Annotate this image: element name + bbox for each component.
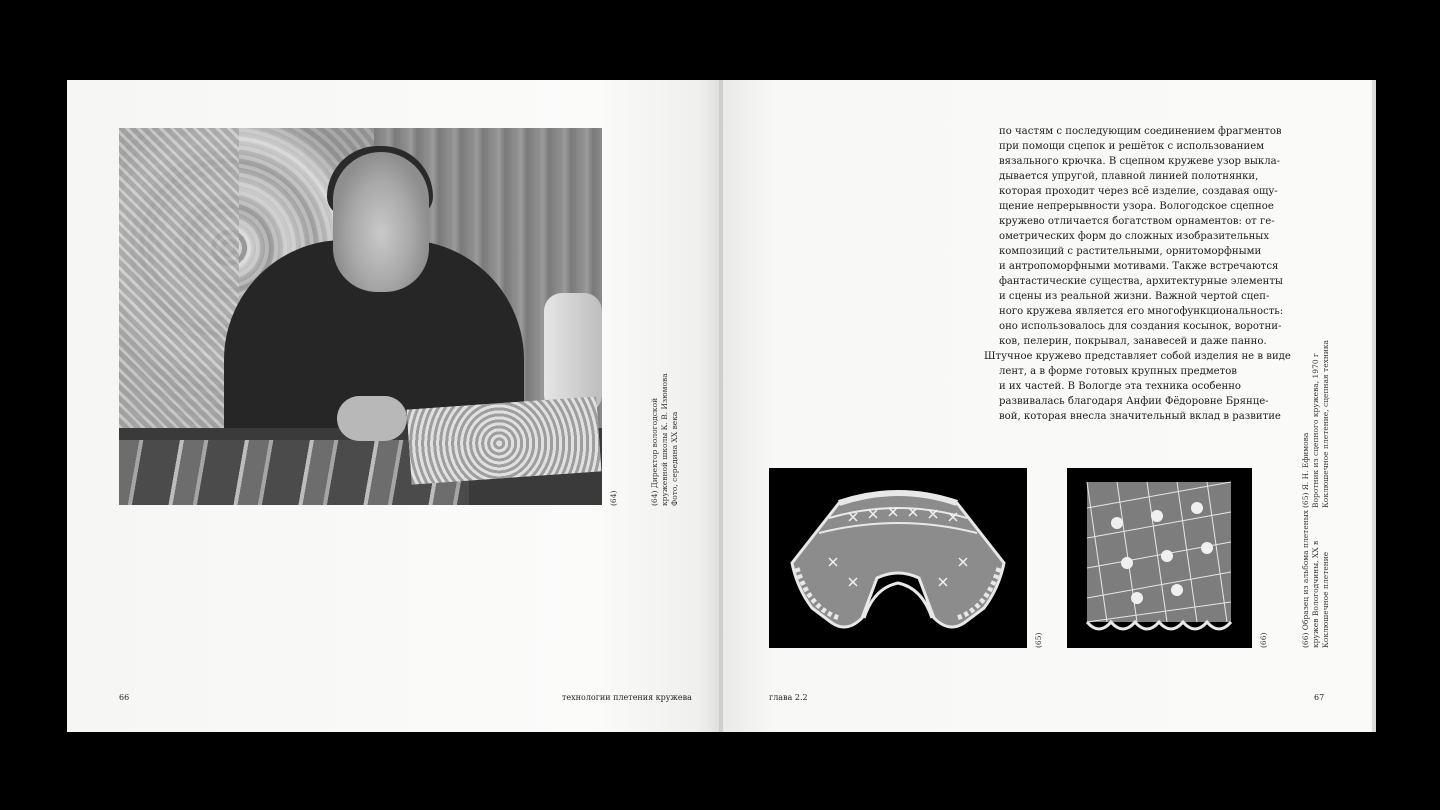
body-line: по частям с последующим соединением фрагментов [999,126,1282,137]
photo-lace-sample [1067,468,1252,648]
figure-number-64: (64) [609,490,618,506]
body-line: и антропоморфными мотивами. Также встречаются [999,261,1279,272]
body-line: и сцены из реальной жизни. Важной чертой сцеп- [999,291,1270,302]
body-line: лент, а в форме готовых крупных предметов [999,366,1237,377]
page-edge [1372,80,1376,732]
body-line: оно использовалось для создания косынок, воротни- [999,321,1282,332]
body-text [984,124,1291,424]
body-line: вой, которая внесла значительный вклад в развитие [999,411,1281,422]
book-spine [719,80,723,732]
caption-66 [1301,510,1331,648]
caption-65-line-1: (65) Я. Н. Ефимова [1301,432,1310,508]
caption-66-line-2: кружев Вологодчины, XX в [1311,540,1320,648]
caption-64-line-1: (64) Директор вологодской [650,397,659,506]
body-line: ометрических форм до сложных изобразительных [999,231,1270,242]
caption-65 [1301,340,1331,508]
body-line: фантастические существа, архитектурные элементы [999,276,1283,287]
body-line: Штучное кружево представляет собой изделия не в виде [984,351,1291,362]
photo-lace-collar [769,468,1027,648]
figure-number-66: (66) [1259,632,1268,648]
body-line: щение непрерывности узора. Вологодское сцепное [999,201,1274,212]
body-line: развивалась благодаря Анфии Фёдоровне Брянце- [999,396,1269,407]
caption-65-line-3: Коклюшечное плетение, сцепная техника [1321,339,1330,508]
page-number-left: 66 [119,693,130,702]
caption-64 [650,373,680,506]
body-line: при помощи сцепок и решёток с использованием [999,141,1265,152]
body-line: которая проходит через всё изделие, создавая ощу- [999,186,1278,197]
spine-shadow [700,80,720,732]
body-line: кружево отличается богатством орнаментов: от ге- [999,216,1275,227]
caption-64-line-2: кружевной школы К. В. Изюмова [660,373,669,506]
body-line: и их частей. В Вологде эта техника особенно [999,381,1241,392]
caption-66-line-3: Коклюшечное плетение [1321,551,1330,648]
caption-66-line-1: (66) Образец из альбома плетеных [1301,510,1310,648]
body-line: ков, пелерин, покрывал, занавесей и даже панно. [999,336,1267,347]
body-line: композиций с растительными, орнитоморфными [999,246,1262,257]
running-head-right: глава 2.2 [769,693,808,702]
running-head-left: технологии плетения кружева [562,693,692,702]
caption-65-line-2: Воротник из сцепного кружева, 1970 г [1311,353,1320,508]
caption-64-line-3: Фото, середина XX века [670,411,679,506]
photo-lace-school-director [119,128,602,505]
body-line: дывается упругой, плавной линией полотнянки, [999,171,1259,182]
body-line: ного кружева является его многофункциональность: [999,306,1284,317]
body-line: вязального крючка. В сцепном кружеве узор выкла- [999,156,1281,167]
page-number-right: 67 [1314,693,1325,702]
figure-number-65: (65) [1034,632,1043,648]
